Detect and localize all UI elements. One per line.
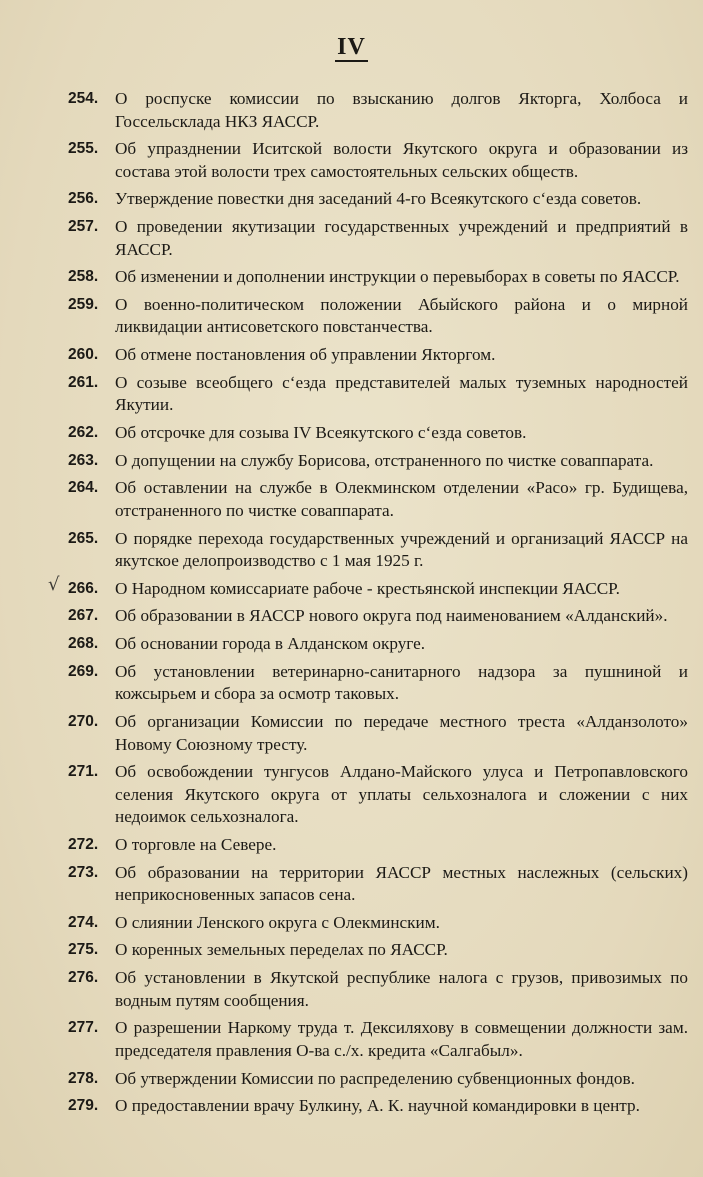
entry-title: Об образовании в ЯАССР нового округа под наименованием «Алданский». — [115, 606, 668, 626]
list-item — [60, 834, 688, 857]
list-item — [60, 88, 688, 133]
list-item — [60, 761, 688, 829]
margin-check-mark: √ — [48, 573, 60, 595]
list-item — [60, 138, 688, 183]
entry-title: О роспуске комиссии по взысканию долгов Якторга, Холбоса и Госсельсклада НКЗ ЯАССР. — [115, 89, 688, 131]
list-item — [60, 216, 688, 261]
entry-number: 269. — [68, 662, 99, 680]
entry-number: 257. — [68, 218, 99, 236]
entry-title: Об отмене постановления об управлении Якторгом. — [115, 345, 496, 365]
list-item — [60, 1095, 688, 1118]
entry-number: 270. — [68, 713, 99, 730]
list-item — [60, 422, 688, 445]
list-item — [60, 344, 688, 367]
entry-title: Об утверждении Комиссии по распределению субвенционных фондов. — [115, 1068, 635, 1088]
entry-title: О Народном комиссариате рабоче - крестьянской инспекции ЯАССР. — [115, 578, 620, 598]
entry-title: О предоставлении врачу Булкину, А. К. научной командировки в центр. — [115, 1096, 640, 1116]
list-item — [60, 711, 688, 756]
entry-list — [48, 88, 688, 1123]
list-item — [60, 528, 688, 573]
entry-number: 263. — [68, 451, 99, 469]
entry-number: 255. — [68, 140, 99, 158]
entry-title: О созыве всеобщего с‘езда представителей малых туземных народностей Якутии. — [115, 372, 688, 415]
entry-number: 274. — [68, 913, 99, 931]
list-item — [60, 477, 688, 522]
list-item — [60, 912, 688, 935]
list-item — [60, 633, 688, 656]
entry-title: Об установлении ветеринарно-санитарного надзора за пушниной и кожсырьем и сбора за осмотр таковых. — [115, 661, 688, 704]
entry-number: 273. — [68, 863, 99, 881]
entry-number: 277. — [68, 1019, 99, 1037]
entry-title: О порядке перехода государственных учреждений и организаций ЯАССР на якутское делопроизводство с 1 мая 1925 г. — [115, 528, 688, 571]
entry-number: 259. — [68, 295, 99, 313]
entry-number: 268. — [68, 635, 99, 653]
entry-title: О проведении якутизации государственных учреждений и предприятий в ЯАССР. — [115, 217, 688, 259]
list-item — [60, 1017, 688, 1062]
entry-number: 266. — [68, 579, 99, 597]
entry-number: 276. — [68, 969, 99, 987]
list-item — [60, 1068, 688, 1091]
entry-title: Об оставлении на службе в Олекминском отделении «Расо» гр. Будищева, отстраненного по чистке соваппарата. — [115, 478, 688, 520]
list-item — [60, 266, 688, 289]
list-item — [60, 661, 688, 706]
entry-number: 260. — [68, 346, 99, 364]
entry-title: О коренных земельных переделах по ЯАССР. — [115, 940, 448, 960]
entry-title: Об основании города в Алданском округе. — [115, 634, 426, 654]
list-item — [60, 372, 688, 417]
entry-title: Об организации Комиссии по передаче местного треста «Алданзолото» Новому Союзному тресту. — [115, 712, 688, 754]
page-number: IV — [337, 34, 366, 60]
list-item — [48, 573, 688, 601]
entry-title: Об упразднении Иситской волости Якутского округа и образовании из состава этой волости трех самостоятельных сельских обществ. — [115, 139, 688, 181]
entry-title: Утверждение повестки дня заседаний 4-го Всеякутского с‘езда советов. — [115, 189, 642, 209]
list-item — [60, 294, 688, 339]
list-item — [60, 605, 688, 628]
entry-number: 262. — [68, 424, 99, 441]
entry-number: 279. — [68, 1097, 99, 1115]
entry-number: 275. — [68, 941, 99, 959]
list-item — [60, 862, 688, 907]
entry-title: Об установлении в Якутской республике налога с грузов, привозимых по водным путям сообщения. — [115, 968, 688, 1010]
entry-title: Об отсрочке для созыва IV Всеякутского с‘езда советов. — [115, 423, 527, 442]
entry-number: 267. — [68, 607, 99, 625]
entry-title: О допущении на службу Борисова, отстраненного по чистке соваппарата. — [115, 450, 654, 470]
entry-number: 256. — [68, 190, 99, 208]
entry-title: О слиянии Ленского округа с Олекминским. — [115, 912, 440, 932]
list-item — [60, 967, 688, 1012]
entry-number: 272. — [68, 835, 99, 853]
entry-number: 258. — [68, 268, 99, 286]
entry-number: 265. — [68, 529, 99, 547]
entry-title: Об образовании на территории ЯАССР местных наслежных (сельских) неприкосновенных запасов сена. — [115, 862, 688, 905]
entry-title: О торговле на Севере. — [115, 834, 277, 854]
entry-number: 271. — [68, 763, 99, 781]
list-item — [60, 450, 688, 473]
entry-number: 261. — [68, 373, 99, 391]
list-item — [60, 939, 688, 962]
list-item — [60, 188, 688, 211]
entry-number: 264. — [68, 479, 99, 497]
entry-title: Об изменении и дополнении инструкции о перевыборах в советы по ЯАССР. — [115, 267, 680, 287]
entry-title: О разрешении Наркому труда т. Дексиляхову в совмещении должности зам. председателя правления О-ва с./х. кредита «Салгабыл». — [115, 1018, 688, 1060]
entry-number: 254. — [68, 90, 99, 107]
entry-number: 278. — [68, 1069, 99, 1087]
entry-title: Об освобождении тунгусов Алдано-Майского улуса и Петропавловского селения Якутского округа от уплаты сельхозналога и сложении с них недоимок сельхозналога. — [115, 762, 688, 827]
entry-title: О военно-политическом положении Абыйского района и о мирной ликвидации антисоветского повстанчества. — [115, 294, 688, 337]
